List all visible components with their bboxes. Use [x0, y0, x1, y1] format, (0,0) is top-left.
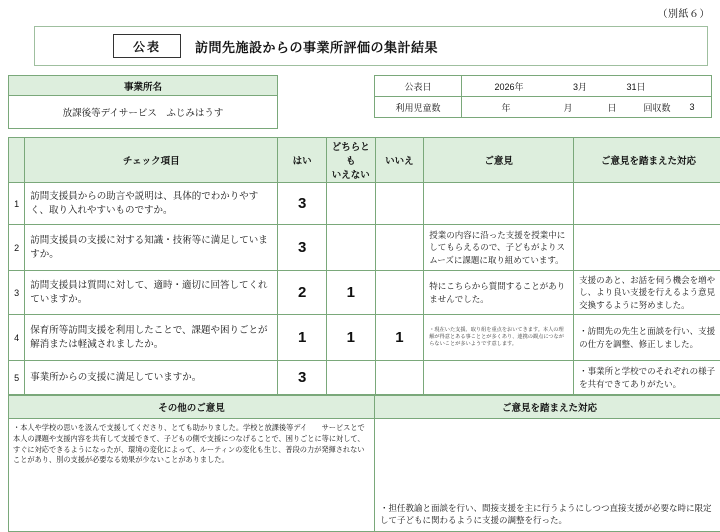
other-opinions-header: その他のご意見 — [9, 396, 375, 419]
page-title: 訪問先施設からの事業所評価の集計結果 — [195, 37, 438, 56]
title-bar — [34, 26, 708, 66]
row-no: 3 — [9, 271, 25, 315]
children-day: 日 — [590, 101, 634, 114]
publish-year: 2026年 — [466, 80, 552, 93]
results-table — [8, 137, 720, 395]
row-no: 4 — [9, 315, 25, 361]
row-yes: 3 — [278, 361, 327, 395]
row-no: 1 — [9, 183, 25, 225]
row-question: 事業所からの支援に満足していますか。 — [25, 361, 278, 395]
publish-day: 31日 — [608, 80, 664, 93]
row-response — [574, 183, 720, 225]
free-comments-header-row — [9, 396, 720, 419]
row-no-answer — [375, 225, 424, 271]
col-question: チェック項目 — [25, 138, 278, 183]
col-no-answer: いいえ — [375, 138, 424, 183]
responses-value: 3 — [680, 102, 704, 112]
publish-date-label: 公表日 — [375, 76, 462, 97]
children-month: 月 — [546, 101, 590, 114]
children-count-value — [462, 97, 712, 118]
row-neither — [326, 361, 375, 395]
meta-block — [374, 75, 712, 129]
row-yes: 3 — [278, 225, 327, 271]
row-question: 訪問支援員の支援に対する知識・技術等に満足していますか。 — [25, 225, 278, 271]
row-neither — [326, 183, 375, 225]
other-response-header: ご意見を踏まえた対応 — [375, 396, 720, 419]
table-header-row — [9, 138, 720, 183]
table-row — [9, 271, 720, 315]
row-neither — [326, 225, 375, 271]
row-no-answer — [375, 271, 424, 315]
children-count-label: 利用児童数 — [375, 97, 462, 118]
table-row — [9, 315, 720, 361]
row-yes: 3 — [278, 183, 327, 225]
row-no: 5 — [9, 361, 25, 395]
children-year: 年 — [466, 101, 546, 114]
row-response: 支援のあと、お話を伺う機会を増やし、より良い支援を行えるよう意見交換するように努めました。 — [574, 271, 720, 315]
row-response — [574, 225, 720, 271]
row-opinion — [424, 315, 574, 361]
row-question: 訪問支援員は質問に対して、適時・適切に回答してくれていますか。 — [25, 271, 278, 315]
col-response: ご意見を踏まえた対応 — [574, 138, 720, 183]
office-name-value: 放課後等デイサービス ふじみはうす — [9, 96, 278, 129]
public-disclosure-badge: 公表 — [113, 34, 181, 58]
col-yes: はい — [278, 138, 327, 183]
other-opinions-text: ・本人や学校の思いを汲んで支援してくださり、とても助かりました。学校と放課後等デイ サービスとで本人の課題や支援内容を共有して支援できて、子どもの側で支援につなげることで、困りごとに等に対して、すぐに対応できるようになったが、環境の変化によって、ルーティンの変化も生じ、普段の力が発揮されないことがあり、別の支援が必要なる効果が少ないことがありました。 — [9, 419, 375, 532]
responses-label: 回収数 — [634, 101, 680, 114]
col-opinion: ご意見 — [424, 138, 574, 183]
row-response: ・訪問先の先生と面談を行い、支援の仕方を調整、修正しました。 — [574, 315, 720, 361]
row-opinion — [424, 183, 574, 225]
row-question: 保育所等訪問支援を利用したことで、課題や困りごとが解消または軽減されましたか。 — [25, 315, 278, 361]
col-no — [9, 138, 25, 183]
publish-month: 3月 — [552, 80, 608, 93]
row-no-answer — [375, 361, 424, 395]
row-no-answer: 1 — [375, 315, 424, 361]
header-info — [8, 75, 712, 129]
row-yes: 1 — [278, 315, 327, 361]
row-question: 訪問支援員からの助言や説明は、具体的でわかりやすく、取り入れやすいものですか。 — [25, 183, 278, 225]
row-yes: 2 — [278, 271, 327, 315]
form-number: （別紙６） — [6, 4, 714, 20]
row-opinion: 授業の内容に沿った支援を授業中にしてもらえるので、子どもがよりスムーズに課題に取り組めています。 — [424, 225, 574, 271]
col-neither — [326, 138, 375, 183]
publish-date-value — [462, 76, 712, 97]
col-neither-line1: どちらとも — [332, 142, 370, 167]
row-neither: 1 — [326, 315, 375, 361]
row-neither: 1 — [326, 271, 375, 315]
office-block — [8, 75, 278, 129]
free-comments-block — [8, 395, 720, 532]
table-row — [9, 225, 720, 271]
row-opinion: 特にこちらから質問することがありませんでした。 — [424, 271, 574, 315]
row-opinion — [424, 361, 574, 395]
office-name-header: 事業所名 — [9, 76, 278, 96]
row-no: 2 — [9, 225, 25, 271]
col-neither-line2: いえない — [332, 170, 370, 181]
free-comments-row — [9, 419, 720, 532]
row-opinion-text: ・現在いた支援、取り組を重点をおいてきます。本人の理解が得意とある事こととが多くあり、連携の観点につながらないことが多いようです意します。 — [429, 327, 568, 347]
table-row — [9, 183, 720, 225]
row-response: ・事業所と学校でのそれぞれの様子を共有できてありがたい。 — [574, 361, 720, 395]
other-response-text: ・担任教諭と面談を行い、間接支援を主に行うようにしつつ直接支援が必要な時に限定して子どもに関わるように支援の調整を行った。 — [375, 419, 720, 532]
row-no-answer — [375, 183, 424, 225]
table-row — [9, 361, 720, 395]
